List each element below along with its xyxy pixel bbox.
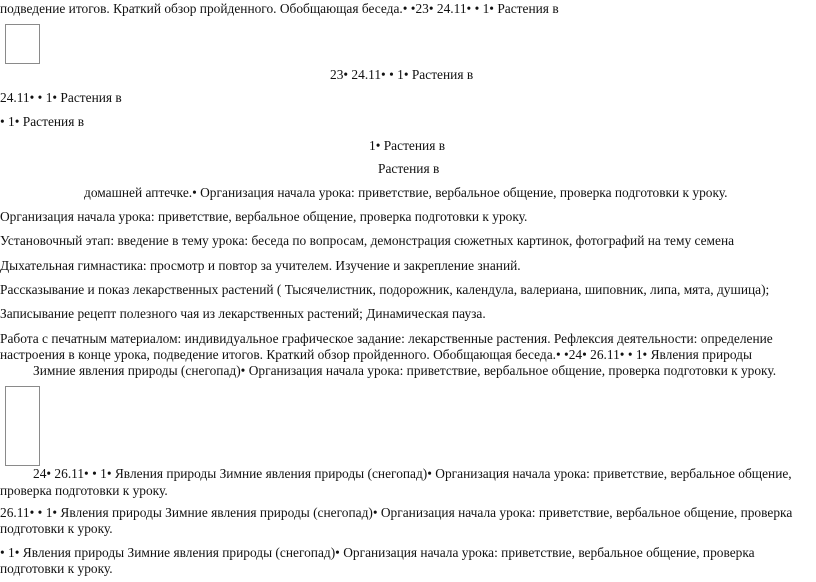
text-line-13: Работа с печатным материалом: индивидуальное графическое задание: лекарственные растения. Рефлексия деятельности: определение: [0, 331, 773, 346]
text-line-8: Организация начала урока: приветствие, вербальное общение, проверка подготовки к уроку.: [0, 209, 528, 224]
text-line-11: Рассказывание и показ лекарственных растений ( Тысячелистник, подорожник, календула, валериана, шиповник, липа, мята, душица);: [0, 282, 770, 297]
text-line-10: Дыхательная гимнастика: просмотр и повтор за учителем. Изучение и закрепление знаний.: [0, 258, 521, 273]
text-line-2: 23• 24.11• • 1• Растения в: [330, 67, 474, 82]
text-line-15: Зимние явления природы (снегопад)• Организация начала урока: приветствие, вербальное общение, проверка подготовки к уроку.: [33, 363, 777, 378]
text-line-21: подготовки к уроку.: [0, 561, 113, 576]
text-line-12: Записывание рецепт полезного чая из лекарственных растений; Динамическая пауза.: [0, 306, 486, 321]
text-line-5: 1• Растения в: [369, 138, 446, 153]
text-line-3: 24.11• • 1• Растения в: [0, 90, 122, 105]
text-line-14: настроения в конце урока, подведение итогов. Краткий обзор пройденного. Обобщающая беседа.• •24• 26.11• • 1• Явления природы: [0, 347, 752, 362]
text-line-7: домашней аптечке.• Организация начала урока: приветствие, вербальное общение, проверка подготовки к уроку.: [84, 185, 728, 200]
text-line-19: подготовки к уроку.: [0, 521, 113, 536]
image-placeholder-top: [5, 24, 40, 64]
text-line-9: Установочный этап: введение в тему урока: беседа по вопросам, демонстрация сюжетных картинок, фотографий на тему семена: [0, 233, 735, 248]
text-line-18: 26.11• • 1• Явления природы Зимние явления природы (снегопад)• Организация начала урока: приветствие, вербальное общение, проверка: [0, 505, 793, 520]
text-line-16: 24• 26.11• • 1• Явления природы Зимние явления природы (снегопад)• Организация начала урока: приветствие, вербальное общение,: [33, 466, 792, 481]
text-line-6: Растения в: [378, 161, 440, 176]
image-placeholder-middle: [5, 386, 40, 466]
text-line-20: • 1• Явления природы Зимние явления природы (снегопад)• Организация начала урока: приветствие, вербальное общение, проверка: [0, 545, 755, 560]
text-line-4: • 1• Растения в: [0, 114, 85, 129]
text-line-1: подведение итогов. Краткий обзор пройденного. Обобщающая беседа.• •23• 24.11• • 1• Растения в: [0, 1, 559, 16]
text-line-17: проверка подготовки к уроку.: [0, 483, 168, 498]
